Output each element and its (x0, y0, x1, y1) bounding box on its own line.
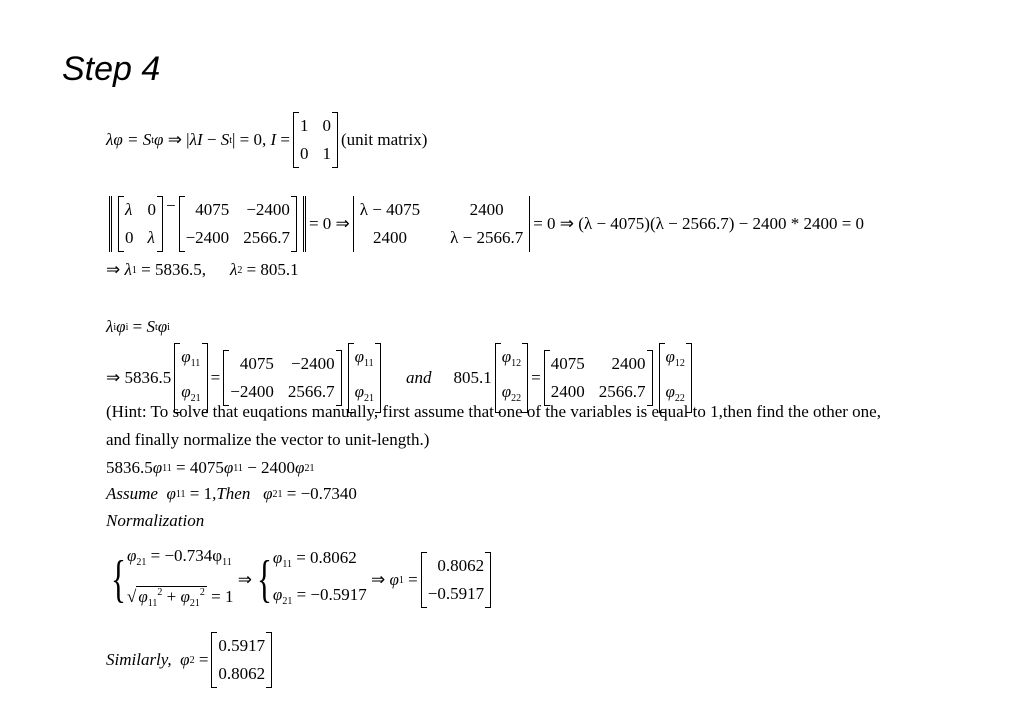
unit-matrix-note: (unit matrix) (341, 130, 428, 149)
expanded-equation: 5836.5 φ 11 = 4075 φ 11 − 2400 φ 21 (106, 458, 315, 477)
eigenvector-equation: λ i φ i = S t φ i (106, 317, 170, 336)
slide-title: Step 4 (62, 50, 161, 88)
second-eigenvector: Similarly, φ 2 = 0.5917 0.8062 (106, 632, 275, 688)
normalization-label: Normalization (106, 511, 205, 530)
normalization-system: { $\varphi_{21} = -0.734\varphi_{11}$ √ $\varphi_{11}^2 + \varphi_{21}^2 = 1$ ⇒ { $\varphi_{11} = 0.8062$ $\varphi_{21} = -0.5917$ ⇒ φ 1 = 0.8062 −0.5917 (106, 541, 494, 619)
lambda-matrix: λ 0 0 λ (118, 196, 163, 252)
eigenvector-2: 0.5917 0.8062 (211, 632, 272, 688)
equation-determinant: λ 0 0 λ − 4075 −2400 −2400 2566.7 = 0 ⇒ λ − 4075 2400 2400 λ − 2566.7 = 0 ⇒ (λ − 4075)(λ − 2566.7) − 2400 * 2400 = 0 (106, 196, 864, 252)
characteristic-polynomial: = 0 ⇒ (λ − 4075)(λ − 2566.7) − 2400 * 2400 = 0 (533, 214, 865, 233)
determinant-matrix: λ − 4075 2400 2400 λ − 2566.7 (353, 196, 530, 252)
eigenvector-1: 0.8062 −0.5917 (421, 552, 491, 608)
covariance-matrix: 4075 −2400 −2400 2566.7 (179, 196, 297, 252)
eigenvalues: ⇒ λ 1 = 5836.5, λ 2 = 805.1 (106, 260, 299, 279)
eigenvector-systems: ⇒ 5836.5 $\varphi_{11}$ $\varphi_{21}$ = 4075 −2400 −2400 2566.7 $\varphi_{11}$ $\varphi_{21}$ and 805.1 $\varphi_{12}$ $\varphi_{22}$ = 4075 2400 2400 2566.7 $\varphi_{12}$ $\varphi_{22}$ (106, 343, 695, 413)
identity-matrix: 1 0 0 1 (293, 112, 338, 168)
equation-characteristic: λφ = S t φ ⇒ | λI − S t | = 0, I = 1 0 0 1 (unit matrix) (106, 112, 427, 168)
assumption: Assume φ 11 = 1, Then φ 21 = −0.7340 (106, 484, 357, 503)
system1-matrix: 4075 −2400 −2400 2566.7 (223, 350, 341, 406)
hint-text: (Hint: To solve that euqations manually, first assume that one of the variables is equal to 1,then find the other one, and finally normalize the vector to unit-length.) (106, 402, 881, 449)
system2-matrix: 4075 2400 2400 2566.7 (544, 350, 653, 406)
